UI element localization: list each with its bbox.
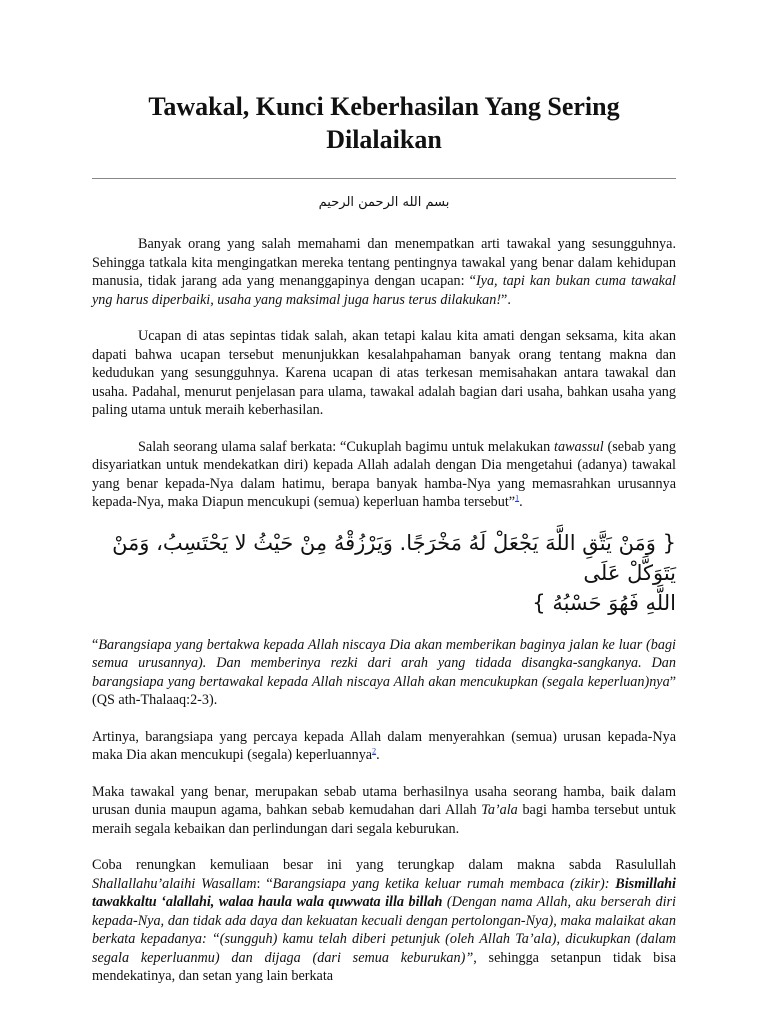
paragraph-3 [92,438,676,512]
basmala: بسم الله الرحمن الرحيم [318,195,450,210]
arabic-line-1: { وَمَنْ يَتَّقِ اللَّهَ يَجْعَلْ لَهُ مَخْرَجًا. وَيَرْزُقْهُ مِنْ حَيْثُ لا يَحْتَسِبُ، وَمَنْ يَتَوَكَّلْ عَلَى [112,530,676,585]
hadith-quote-2: (Dengan nama Allah, aku berserah diri kepada-Nya, dan tidak ada daya dan kekuatan kecuali dengan pertolongan-Nya), maka malaikat akan berkata kepadanya: “(sungguh) kamu telah diberi petunjuk (oleh Allah Ta’ala), dicukupkan (dalam segala keperluanmu) dan dijaga (dari semua keburukan)” [92,894,676,966]
translation-reference: ” (QS ath-Thalaaq:2-3). [92,673,676,708]
arabic-line-2: اللَّهِ فَهُوَ حَسْبُهُ } [532,590,676,615]
paragraph-7-c: , sehingga setanpun tidak bisa mendekatinya, dan setan yang lain berkata [92,949,676,984]
paragraph-3-b: (sebab yang disyariatkan untuk mendekatkan diri) kepada Allah adalah dengan Dia mengetahui (adanya) tawakal yang benar kepada-Nya dalam hatimu, berapa banyak hamba-Nya yang memasrahkan urusannya kepada-Nya, maka Diapun mencukupi (semua) keperluan hamba tersebut” [92,438,677,510]
taala-term: Ta’ala [481,802,518,818]
paragraph-2: Ucapan di atas sepintas tidak salah, akan tetapi kalau kita amati dengan seksama, kita akan dapati bahwa ucapan tersebut menunjukkan kesalahpahaman banyak orang tentang makna dan kedudukan yang sesungguhnya. Karena ucapan di atas terkesan memisahakan antara tawakal dan usaha. Padahal, menurut penjelasan para ulama, tawakal adalah bagian dari usaha, bahkan usaha yang paling utama untuk meraih keberhasilan. [92,328,676,418]
translation-text: Barangsiapa yang bertakwa kepada Allah niscaya Dia akan memberikan baginya jalan ke luar (bagi semua urusannya). Dan memberinya rezki dari arah yang tidada disangka-sangkanya. Dan barangsiapa yang bertawakal kepada Allah niscaya Allah akan mencukupkan (segala keperluan)nya [92,636,676,690]
paragraph-3-a: Salah seorang ulama salaf berkata: “Cukuplah bagimu untuk melakukan [138,438,555,455]
paragraph-7-b: : “ [256,875,273,892]
paragraph-1-end: ”. [501,291,511,308]
paragraph-5-end: . [376,747,380,763]
footnote-link-1[interactable]: 1 [515,493,520,503]
footnote-link-2[interactable]: 2 [372,746,377,756]
paragraph-6 [92,783,676,839]
paragraph-3-end: . [519,494,523,510]
paragraph-6-a: Maka tawakal yang benar, merupakan sebab utama berhasilnya usaha seorang hamba, baik dalam urusan dunia maupun agama, bahkan sebab kemudahan dari Allah [92,783,676,818]
paragraph-5 [92,728,676,765]
paragraph-6-b: bagi hamba tersebut untuk meraih segala kebaikan dan perlindungan dari segala keburukan. [92,802,676,837]
document-title: Tawakal, Kunci Keberhasilan Yang Sering Dilalaikan [148,92,620,154]
paragraph-5-text: Artinya, barangsiapa yang percaya kepada Allah dalam menyerahkan (semua) urusan kepada-Nya maka Dia akan mencukupi (segala) keperluannya [92,728,676,763]
paragraph-7 [92,856,676,986]
paragraph-1-quote: Iya, tapi kan bukan cuma tawakal yng harus diperbaiki, usaha yang maksimal juga harus terus dilakukan! [92,273,676,308]
paragraph-1 [92,235,676,309]
translation-open-quote: “ [92,636,99,653]
quran-verse-arabic [92,528,676,618]
paragraph-1-text: Banyak orang yang salah memahami dan menempatkan arti tawakal yang sesungguhnya. Sehingga tatkala kita mengingatkan mereka tentang pentingnya tawakal yang benar dalam kehidupan manusia, tidak jarang ada yang menanggapinya dengan ucapan: “ [92,236,676,289]
hadith-quote-1: Barangsiapa yang ketika keluar rumah membaca (zikir): [272,875,616,892]
salawat-term: Shallallahu’alaihi Wasallam [92,875,257,892]
paragraph-7-a: Coba renungkan kemuliaan besar ini yang terungkap dalam makna sabda Rasulullah [92,857,676,873]
tawassul-term: tawassul [554,438,604,455]
verse-translation [92,636,676,710]
dua-text: Bismillahi tawakkaltu ‘alallahi, walaa haula wala quwwata illa billah [92,875,676,910]
title-divider [92,178,676,179]
